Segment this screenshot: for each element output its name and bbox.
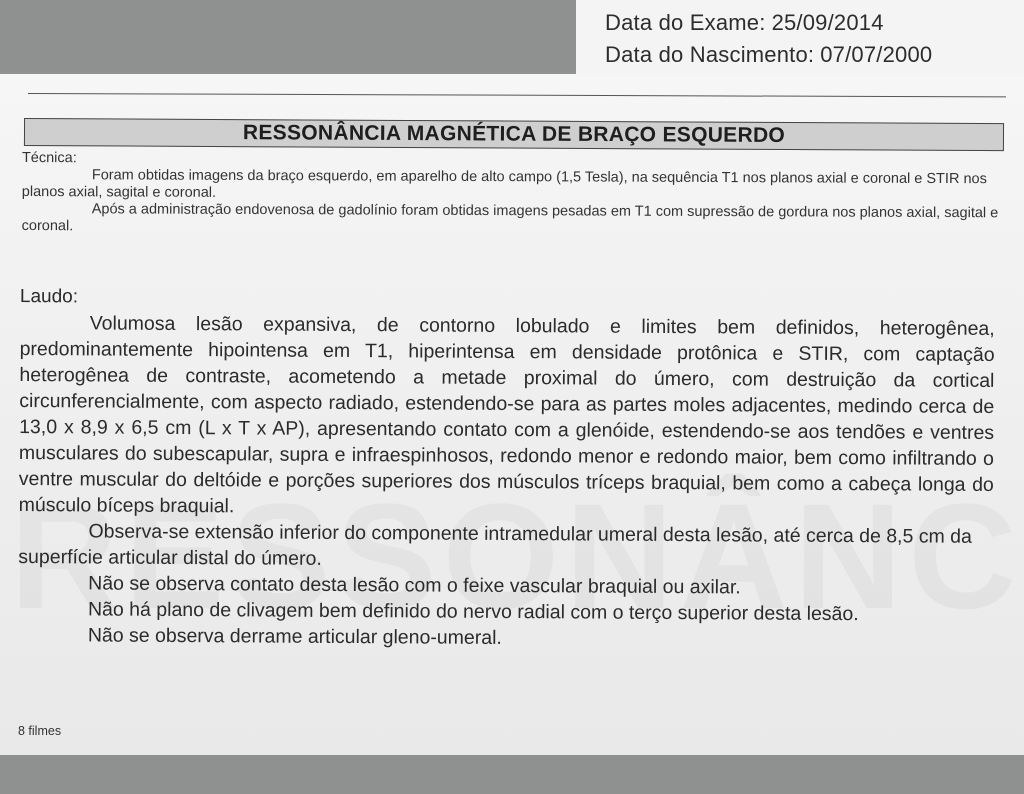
birth-date-label: Data do Nascimento:	[605, 42, 815, 67]
laudo-paragraph: Não se observa derrame articular gleno-umeral.	[87, 624, 502, 649]
laudo-heading: Laudo:	[19, 285, 79, 308]
exam-date-value: 25/09/2014	[771, 10, 884, 35]
laudo-paragraph: Não há plano de clivagem bem definido do nervo radial com o terço superior desta lesão.	[87, 598, 859, 626]
laudo-section	[18, 284, 995, 654]
tecnica-paragraph: Após a administração endovenosa de gadolínio foram obtidas imagens pesadas em T1 com supressão de gordura nos planos axial, sagital e coronal.	[21, 201, 999, 235]
report-title: RESSONÂNCIA MAGNÉTICA DE BRAÇO ESQUERDO	[242, 121, 786, 147]
tecnica-paragraph: Foram obtidas imagens da braço esquerdo, em aparelho de alto campo (1,5 Tesla), na sequência T1 nos planos axial e coronal e STIR nos planos axial, sagital e coronal.	[21, 167, 987, 201]
birth-date-line	[605, 42, 932, 68]
laudo-paragraph: Não se observa contato desta lesão com o feixe vascular braquial ou axilar.	[88, 572, 741, 599]
birth-date-value: 07/07/2000	[820, 42, 933, 67]
film-count: 8 filmes	[18, 724, 62, 738]
report-title-box	[24, 118, 1004, 151]
exam-date-label: Data do Exame:	[605, 10, 766, 35]
laudo-paragraph: Observa-se extensão inferior do componente intramedular umeral desta lesão, até cerca de 8,5 cm da superfície articular distal do úmero.	[18, 520, 972, 570]
tecnica-section	[22, 150, 1007, 239]
laudo-paragraph: Volumosa lesão expansiva, de contorno lobulado e limites bem definidos, heterogênea, predominantemente hipointensa em T1, hiperintensa em densidade protônica e STIR, com captação heterogênea de contraste, acometendo a metade proximal do úmero, com destruição da cortical circunferencialmente, com aspecto radiado, estendendo-se para as partes moles adjacentes, medindo cerca de 13,0 x 8,9 x 6,5 cm (L x T x AP), apresentando contato com a glenóide, estendendo-se aos tendões e ventres musculares do subescapular, supra e infraespinhosos, redondo menor e redondo maior, bem como infiltrando o ventre muscular do deltóide e porções superiores dos músculos tríceps braquial, bem como a cabeça longa do músculo bíceps braquial.	[18, 312, 995, 518]
exam-date-line	[605, 10, 884, 36]
tecnica-heading: Técnica:	[21, 150, 77, 167]
